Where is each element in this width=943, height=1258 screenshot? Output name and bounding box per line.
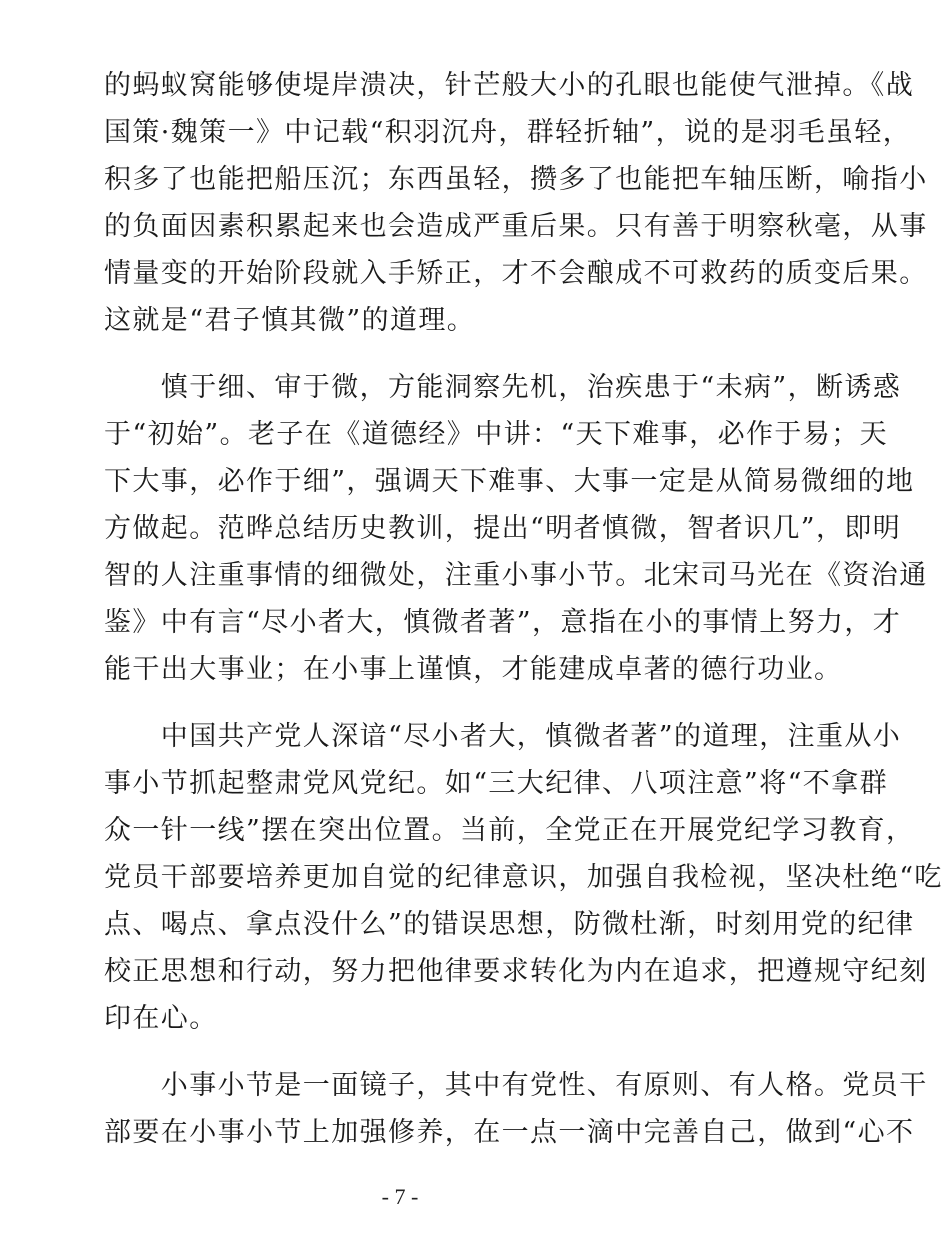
paragraph-gap xyxy=(104,1042,720,1062)
text-line: 鉴》中有言“尽小者大，慎微者著”，意指在小的事情上努力，才 xyxy=(104,607,902,638)
text-line: 下大事，必作于细”，强调天下难事、大事一定是从简易微细的地 xyxy=(104,466,915,497)
paragraph-4 xyxy=(104,1062,928,1156)
text-line: 点、喝点、拿点没什么”的错误思想，防微杜渐，时刻用党的纪律 xyxy=(104,909,915,940)
text-line: 智的人注重事情的细微处，注重小事小节。北宋司马光在《资治通 xyxy=(104,560,928,591)
text-line: 众一针一线”摆在突出位置。当前，全党正在开展党纪学习教育， xyxy=(104,815,915,846)
text-line: 校正思想和行动，努力把他律要求转化为内在追求，把遵规守纪刻 xyxy=(104,956,928,987)
text-line: 印在心。 xyxy=(104,1003,218,1034)
text-line: 党员干部要培养更加自觉的纪律意识，加强自我检视，坚决杜绝“吃 xyxy=(104,862,943,893)
text-line: 中国共产党人深谙“尽小者大，慎微者著”的道理，注重从小 xyxy=(104,721,902,752)
text-line: 的蚂蚁窝能够使堤岸溃决，针芒般大小的孔眼也能使气泄掉。《战 xyxy=(104,70,915,101)
text-line: 积多了也能把船压沉；东西虽轻，攒多了也能把车轴压断，喻指小 xyxy=(104,164,928,195)
paragraph-1 xyxy=(104,62,928,344)
text-line: 部要在小事小节上加强修养，在一点一滴中完善自己，做到“心不 xyxy=(104,1117,915,1148)
text-line: 能干出大事业；在小事上谨慎，才能建成卓著的德行功业。 xyxy=(104,654,843,685)
text-line: 小事小节是一面镜子，其中有党性、有原则、有人格。党员干 xyxy=(104,1070,928,1101)
page-number: - 7 - xyxy=(381,1184,419,1209)
text-line: 事小节抓起整肃党风党纪。如“三大纪律、八项注意”将“不拿群 xyxy=(104,768,889,799)
text-line: 方做起。范晔总结历史教训，提出“明者慎微，智者识几”，即明 xyxy=(104,513,902,544)
paragraph-2 xyxy=(104,364,928,693)
text-line: 这就是“君子慎其微”的道理。 xyxy=(104,305,476,336)
text-line: 国策·魏策一》中记载“积羽沉舟，群轻折轴”，说的是羽毛虽轻， xyxy=(104,117,912,148)
text-line: 于“初始”。老子在《道德经》中讲：“天下难事，必作于易；天 xyxy=(104,419,889,450)
text-line: 慎于细、审于微，方能洞察先机，治疾患于“未病”，断诱惑 xyxy=(104,372,902,403)
paragraph-gap xyxy=(104,344,720,364)
paragraph-gap xyxy=(104,693,720,713)
text-line: 的负面因素积累起来也会造成严重后果。只有善于明察秋毫，从事 xyxy=(104,211,928,242)
paragraph-3 xyxy=(104,713,943,1042)
text-line: 情量变的开始阶段就入手矫正，才不会酿成不可救药的质变后果。 xyxy=(104,258,928,289)
document-body xyxy=(104,62,943,1156)
